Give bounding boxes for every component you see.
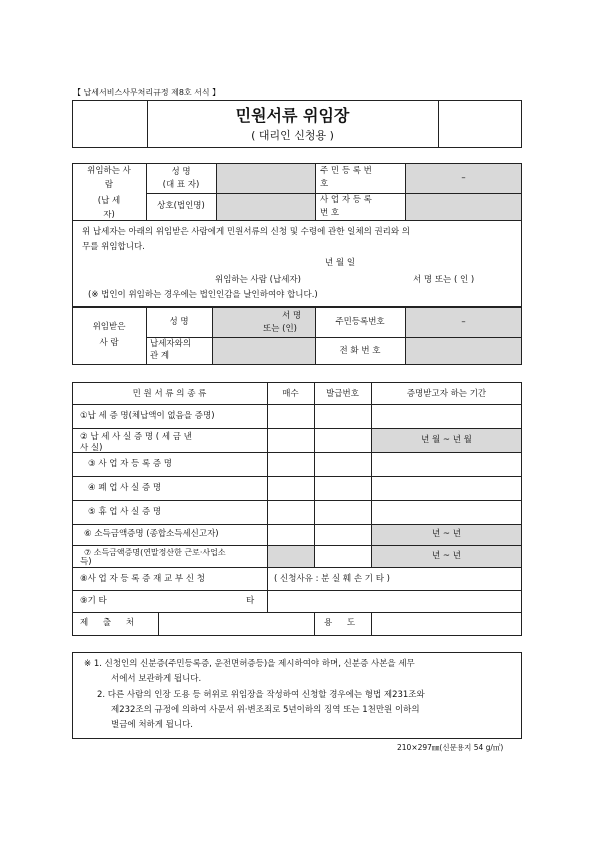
notice-text: 벌금에 처하게 됩니다. — [111, 720, 194, 730]
other-label-end: 타 — [246, 596, 255, 606]
period-value[interactable]: 년 월 ~ 년 월 — [421, 435, 472, 445]
shade — [217, 194, 315, 220]
phone-label: 전 화 번 호 — [339, 346, 381, 356]
header-issue-no: 발급번호 — [326, 389, 359, 399]
shade — [217, 164, 315, 193]
delegate-sign-label: 또는 (인) — [263, 324, 297, 334]
resident-no-value[interactable]: – — [461, 173, 466, 183]
col-line — [267, 567, 268, 612]
delegate-name-label: 성 명 — [169, 317, 189, 327]
period-value[interactable]: 년 ~ 년 — [432, 529, 461, 539]
notice-text: ※ 1. 신청인의 신분증(주민등록증, 운전면허증등)을 제시하여야 하며, 신분증 사본을 세무 — [84, 659, 415, 669]
name-label: 성 명 — [171, 167, 191, 177]
doc-row-label: ⑦ 소득금액증명(연말정산한 근로·사업소 — [84, 548, 226, 557]
header-doc-type: 민 원 서 류 의 종 류 — [132, 389, 207, 399]
row-line — [72, 404, 522, 405]
col-line — [315, 163, 316, 220]
row-line — [72, 500, 522, 501]
business-no-label: 사 업 자 등 록 — [320, 195, 372, 205]
col-line — [371, 612, 372, 636]
business-no-label: 번 호 — [320, 208, 340, 218]
business-name-label: 상호(법인명) — [157, 201, 205, 211]
col-line — [158, 612, 159, 636]
delegate-sign-label: 서 명 — [282, 311, 302, 321]
page-subtitle: ( 대리인 신청용 ) — [251, 129, 334, 142]
row-line — [72, 590, 522, 591]
row-line — [72, 476, 522, 477]
delegate-label: 위임받은 — [92, 322, 126, 332]
form-label: 【 납세서비스사무처리규정 제8호 서식 】 — [73, 88, 221, 97]
doc-row-label: ⑥ 소득금액증명 (종합소득세신고자) — [84, 529, 219, 539]
shade — [268, 546, 314, 567]
doc-row-label: ② 납 세 사 실 증 명 ( 세 금 낸 — [80, 432, 192, 442]
header-period: 증명받고자 하는 기간 — [406, 389, 487, 399]
doc-row-label: ④ 폐 업 사 실 증 명 — [88, 483, 162, 493]
row-line — [72, 220, 522, 221]
resident-no-label: 호 — [320, 179, 329, 189]
row-line — [72, 452, 522, 453]
title-divider-right — [438, 100, 439, 148]
col-line — [146, 307, 147, 365]
reissue-label: ⑧사 업 자 등 록 증 재 교 부 신 청 — [80, 574, 205, 584]
notice-text: 제232조의 규정에 의하여 사문서 위·변조죄로 5년이하의 징역 또는 1천만원 이하의 — [111, 705, 420, 715]
page-title: 민원서류 위임장 — [235, 106, 350, 125]
shade — [406, 194, 521, 220]
resident-no-label: 주 민 등 록 번 — [320, 166, 372, 176]
delegator-label: 자) — [103, 210, 115, 220]
name-label: (대 표 자) — [162, 180, 200, 190]
delegate-label: 사 람 — [99, 338, 119, 348]
row-line — [72, 612, 522, 613]
delegate-resident-no-value[interactable]: – — [461, 317, 466, 327]
doc-row-label: ①납 세 증 명(체납액이 없음을 증명) — [80, 411, 215, 421]
other-label: ⑨기 타 — [80, 596, 107, 606]
shade — [406, 338, 521, 364]
doc-row-label: 사 실) — [80, 443, 103, 452]
col-line — [267, 382, 268, 567]
submit-label: 제 출 처 — [80, 618, 141, 628]
delegator-label: 위임하는 사 — [87, 166, 131, 176]
signature-label: 서 명 또는 ( 인 ) — [413, 275, 475, 285]
relation-label: 관 계 — [150, 351, 170, 361]
delegator-line: 위임하는 사람 (납세자) — [215, 275, 301, 285]
doc-row-label: 득) — [80, 557, 92, 567]
shade — [213, 338, 315, 364]
delegation-statement: 무를 위임합니다. — [82, 242, 145, 252]
delegator-label: 람 — [104, 180, 114, 190]
notice-text: 2. 다른 사람의 인장 도용 등 허위로 위임장을 작성하여 신청할 경우에는 형법 제231조와 — [97, 690, 425, 700]
reissue-reason[interactable]: ( 신청사유 : 분 실 훼 손 기 타 ) — [274, 574, 390, 584]
doc-row-label: ③ 사 업 자 등 록 증 명 — [88, 459, 173, 469]
delegator-label: (납 세 — [97, 196, 121, 206]
delegation-date[interactable]: 년 월 일 — [325, 258, 356, 268]
header-count: 매수 — [282, 389, 299, 399]
doc-row-label: ⑤ 휴 업 사 실 증 명 — [88, 507, 162, 517]
delegation-statement: 위 납세자는 아래의 위임받은 사람에게 민원서류의 신청 및 수령에 관한 일체의 권리와 의 — [82, 227, 411, 237]
row-line — [72, 567, 522, 568]
col-line — [314, 382, 315, 567]
relation-label: 납세자와의 — [150, 339, 192, 349]
delegate-resident-no-label: 주민등록번호 — [335, 317, 385, 327]
usage-label: 용 도 — [323, 618, 362, 628]
seal-note: (※ 법인이 위임하는 경우에는 법인인감을 날인하여야 합니다.) — [88, 290, 318, 300]
period-value[interactable]: 년 ~ 년 — [432, 551, 461, 561]
paper-spec: 210×297㎜(신문용지 54 g/㎡) — [397, 743, 504, 752]
notice-text: 서에서 보관하게 됩니다. — [111, 674, 202, 684]
